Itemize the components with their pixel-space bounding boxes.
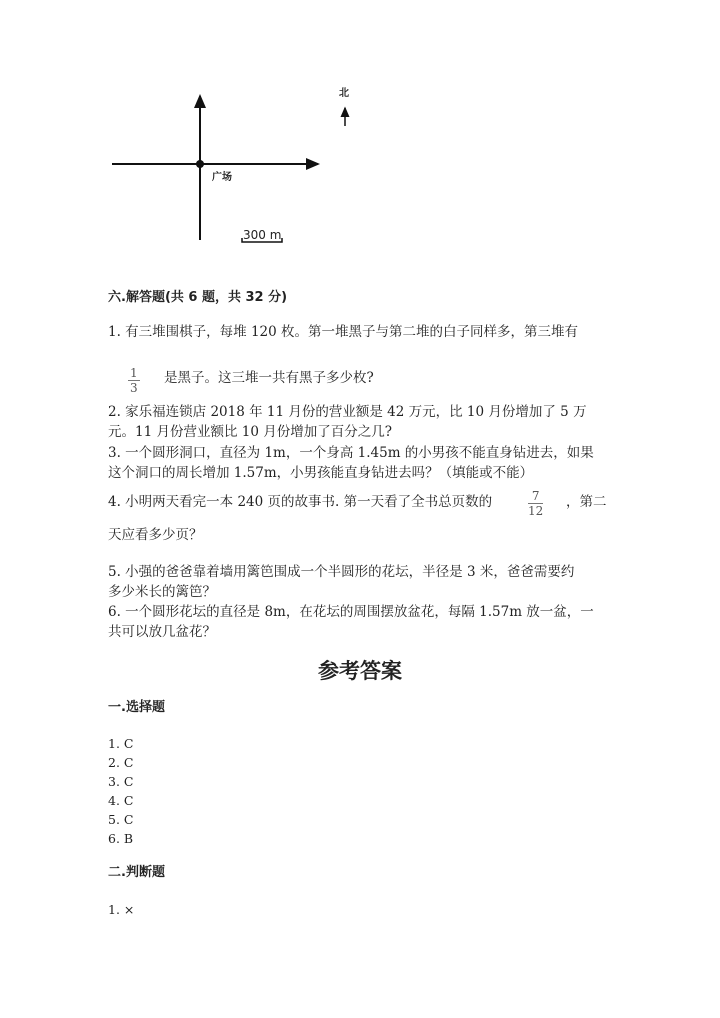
question-6: 6. 一个圆形花坛的直径是 8m，在花坛的周围摆放盆花，每隔 1.57m 放一盆，一: [108, 604, 594, 620]
answer-item: 6. B: [108, 831, 134, 846]
numerator: 7: [528, 489, 543, 504]
denominator: 3: [130, 381, 138, 395]
answer-item: 1. C: [108, 736, 134, 751]
answer-item: 3. C: [108, 774, 134, 789]
answer-list-1: [108, 734, 133, 848]
map-figure: [100, 80, 380, 260]
fraction-one-third: [128, 366, 140, 395]
place-label: 广场: [212, 172, 232, 183]
question-4-end: ，第二: [566, 494, 607, 510]
numerator: 1: [130, 366, 138, 380]
answer-item: 2. C: [108, 755, 134, 770]
section-heading: 六.解答题(共 6 题，共 32 分): [108, 290, 288, 305]
answer-item: 4. C: [108, 793, 134, 808]
answers-title: 参考答案: [318, 659, 402, 683]
question-2-cont: 元。11 月份营业额比 10 月份增加了百分之几?: [108, 424, 392, 440]
north-label: 北: [339, 88, 349, 99]
answer-item: 1. ×: [108, 902, 135, 917]
question-4: 4. 小明两天看完一本 240 页的故事书. 第一天看了全书总页数的: [108, 494, 493, 510]
question-2: 2. 家乐福连锁店 2018 年 11 月份的营业额是 42 万元，比 10 月份增加了 5 万: [108, 404, 587, 420]
question-5-cont: 多少米长的篱笆？: [108, 584, 216, 600]
denominator: 12: [528, 504, 544, 518]
question-6-cont: 共可以放几盆花？: [108, 624, 216, 640]
fraction-seven-twelfths: [528, 489, 543, 518]
answer-item: 5. C: [108, 812, 134, 827]
square-point: [196, 160, 204, 168]
scale-label: 300 m: [243, 228, 282, 242]
question-1: 1. 有三堆围棋子，每堆 120 枚。第一堆黑子与第二堆的白子同样多，第三堆有: [108, 324, 579, 340]
question-4-cont: 天应看多少页？: [108, 527, 203, 543]
answers-section-2-heading: 二.判断题: [108, 865, 165, 880]
question-1-cont: 是黑子。这三堆一共有黑子多少枚?: [164, 370, 374, 386]
question-5: 5. 小强的爸爸靠着墙用篱笆围成一个半圆形的花坛，半径是 3 米，爸爸需要约: [108, 564, 575, 580]
answer-list-2: [108, 900, 134, 919]
question-3-cont: 这个洞口的周长增加 1.57m，小男孩能直身钻进去吗？（填能或不能）: [108, 465, 534, 481]
answers-section-1-heading: 一.选择题: [108, 700, 165, 715]
question-3: 3. 一个圆形洞口，直径为 1m，一个身高 1.45m 的小男孩不能直身钻进去，如果: [108, 445, 594, 461]
